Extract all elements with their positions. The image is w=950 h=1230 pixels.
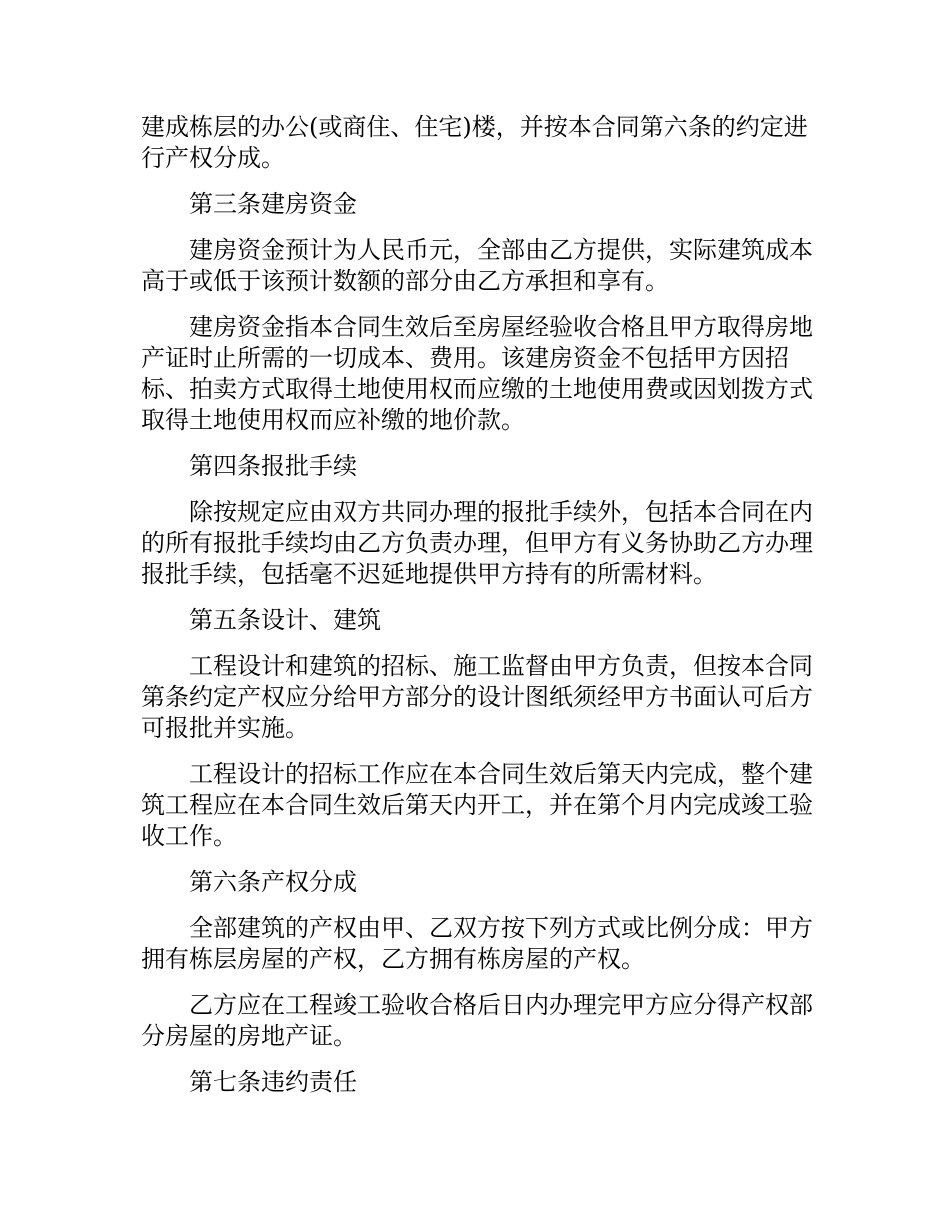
- section-heading-article-5: 第五条设计、建筑: [189, 606, 381, 634]
- paragraph-property-split: 全部建筑的产权由甲、乙双方按下列方式或比例分成：甲方拥有栋层房屋的产权，乙方拥有栋房屋的产权。: [141, 914, 813, 973]
- paragraph-funding-estimate: 建房资金预计为人民币元，全部由乙方提供，实际建筑成本高于或低于该预计数额的部分由乙方承担和享有。: [141, 236, 813, 295]
- paragraph-funding-definition: 建房资金指本合同生效后至房屋经验收合格且甲方取得房地产证时止所需的一切成本、费用。该建房资金不包括甲方因招标、拍卖方式取得土地使用权而应缴的土地使用费或因划拨方式取得土地使用权而应补缴的地价款。: [141, 313, 813, 434]
- section-heading-article-6: 第六条产权分成: [189, 868, 357, 896]
- paragraph-design-schedule: 工程设计的招标工作应在本合同生效后第天内完成，整个建筑工程应在本合同生效后第天内开工，并在第个月内完成竣工验收工作。: [141, 760, 813, 850]
- paragraph-approval-procedures: 除按规定应由双方共同办理的报批手续外，包括本合同在内的所有报批手续均由乙方负责办理，但甲方有义务协助乙方办理报批手续，包括毫不迟延地提供甲方持有的所需材料。: [141, 498, 813, 588]
- section-heading-article-7: 第七条违约责任: [189, 1068, 357, 1096]
- section-heading-article-3: 第三条建房资金: [189, 190, 357, 218]
- paragraph-continuation: 建成栋层的办公(或商住、住宅)楼，并按本合同第六条的约定进行产权分成。: [141, 113, 808, 172]
- section-heading-article-4: 第四条报批手续: [189, 452, 357, 480]
- paragraph-property-certificate: 乙方应在工程竣工验收合格后日内办理完甲方应分得产权部分房屋的房地产证。: [141, 991, 813, 1050]
- document-body: [141, 112, 813, 1113]
- paragraph-design-supervision: 工程设计和建筑的招标、施工监督由甲方负责，但按本合同第条约定产权应分给甲方部分的设计图纸须经甲方书面认可后方可报批并实施。: [141, 652, 813, 742]
